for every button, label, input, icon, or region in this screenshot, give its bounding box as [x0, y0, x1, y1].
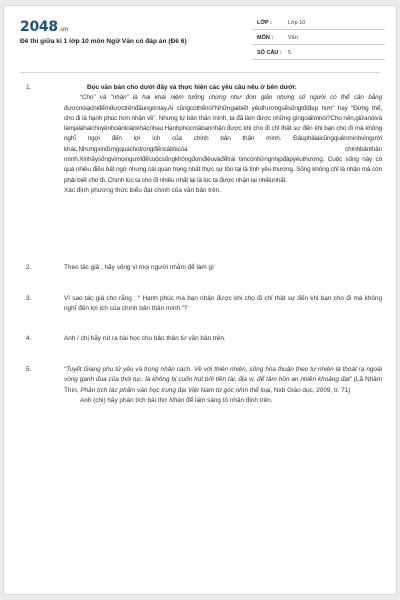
task-before: Anh (chị) hãy phân tích bài thơ: [80, 396, 170, 404]
quote-book: Phân tích tác phẩm văn học trung đại Việt Nam từ góc nhìn thể loại: [80, 386, 271, 394]
question-number: 5.: [26, 366, 32, 373]
question-text: Anh / chị hãy rút ra bài học cho bản thân từ văn bản trên.: [64, 335, 226, 342]
task-title: Nhàn: [169, 396, 185, 404]
question-1: [26, 83, 382, 196]
info-value: Văn: [288, 35, 298, 41]
info-label: LỚP :: [257, 20, 272, 26]
info-value: Lớp 10: [288, 20, 306, 26]
info-label: MÔN :: [257, 35, 274, 41]
reading-passage: [64, 93, 382, 186]
question-number: 3.: [26, 295, 32, 302]
question-text: Vì sao tác giả cho rằng : “ Hạnh phúc mà bạn nhận được khi cho đi chỉ thật sự đến khi bạn cho đi mà không nghĩ đến lợi ích của chính bản thân mình ”?: [64, 295, 382, 313]
question-number: 4.: [26, 335, 32, 342]
logo-suffix: .vn: [58, 26, 69, 33]
question-4: [26, 334, 382, 344]
info-row-question-count: [252, 48, 385, 60]
logo-text: 2048: [20, 19, 58, 35]
question-task: Xác định phương thức biểu đạt chính của văn bản trên.: [64, 186, 221, 194]
quote-paragraph: [64, 365, 382, 396]
info-label: SỐ CÂU :: [257, 50, 282, 56]
exam-info-box: [252, 18, 385, 64]
question-task: [64, 396, 382, 406]
question-2: [26, 263, 382, 273]
question-number: 2.: [26, 264, 32, 271]
quote-publisher: , Nxb Giáo dục, 2009, tr. 71): [270, 386, 351, 394]
question-3: [26, 294, 382, 315]
question-5: [26, 365, 382, 406]
info-row-class: [252, 18, 385, 30]
question-number: 1.: [26, 84, 32, 91]
quote-text: “Tuyết Giang phu tử yêu và trọng nhân cách. Về với thiên nhiên, sống hòa thuận theo tự nhiên là thoát ra ngoài vòng ganh đua của thói tục, là không bị cuốn hút bởi tiền tài, địa vị, để tâm hồn an nhiên khoảng đạt”: [64, 366, 382, 384]
passage-text: đượcnóiạchiđểmđượctrênđấungóntay.Ai cũngcóthểnói“Nhữngaibiết yêuthươngsẽsốngtốtđẹp hơn” hay “Đừng thể, cho đi là hạnh phúc hơn nhận về”. Nhưng tự bản thân mình, ta đã làm được những gìngoàilờinói?Cho nên,giữanóivà làmjalàhaichuyệnhoàntoànkhácnhau.Hạnhphúcmàbạnnhận được khi cho đi chỉ thật sự đến khi bạn cho đi mà không nghĩ ngợi đến lợi ích của chính bản thân mình. Đâuphảiaicũngquênmìnhvìngười khác.Nhưngxinđừngquáchútrọngđếncáitôicủa chínhbảnthân mình.Xinhãysốngvìmọingườiđểcuộcsốngkhôngđơnđiệuvàđểtrái timcònhữngnhịpđậpyêuthương. Cuộc sống này có quá nhiều điều bất ngờ nhưng cái quan trọng nhất thực sự tồn tại là tình yêu thương. Sống không chỉ là nhận mà còn phải biết cho đi. Chính lúc ta cho đi nhiều nhất lại là lúc ta được nhận lại nhiềunhất.: [64, 104, 382, 184]
task-after: để làm sáng tỏ nhận định trên.: [184, 396, 273, 404]
info-row-subject: [252, 33, 385, 45]
exam-page: [3, 5, 397, 595]
passage-italic: “Cho” và “nhận” là hai khái niệm tưởng chừng như đơn giản nhưng số người có thể cân bằng: [80, 94, 382, 102]
question-text: Theo tác giả , hãy sống vì mọi người nhằm để làm gì: [64, 264, 214, 271]
header-divider: [20, 72, 380, 73]
document-title: Đề thi giữa kì 1 lớp 10 môn Ngữ Văn có đáp án (Đề 6): [20, 38, 187, 45]
site-logo[interactable]: [20, 19, 68, 35]
quote-source: (Lã Nhâm Thìn,: [64, 376, 382, 394]
question-heading: Đọc văn bản cho dưới đây và thực hiện các yêu cầu nêu ở bên dưới:: [87, 84, 297, 91]
info-value: 5: [288, 50, 292, 56]
